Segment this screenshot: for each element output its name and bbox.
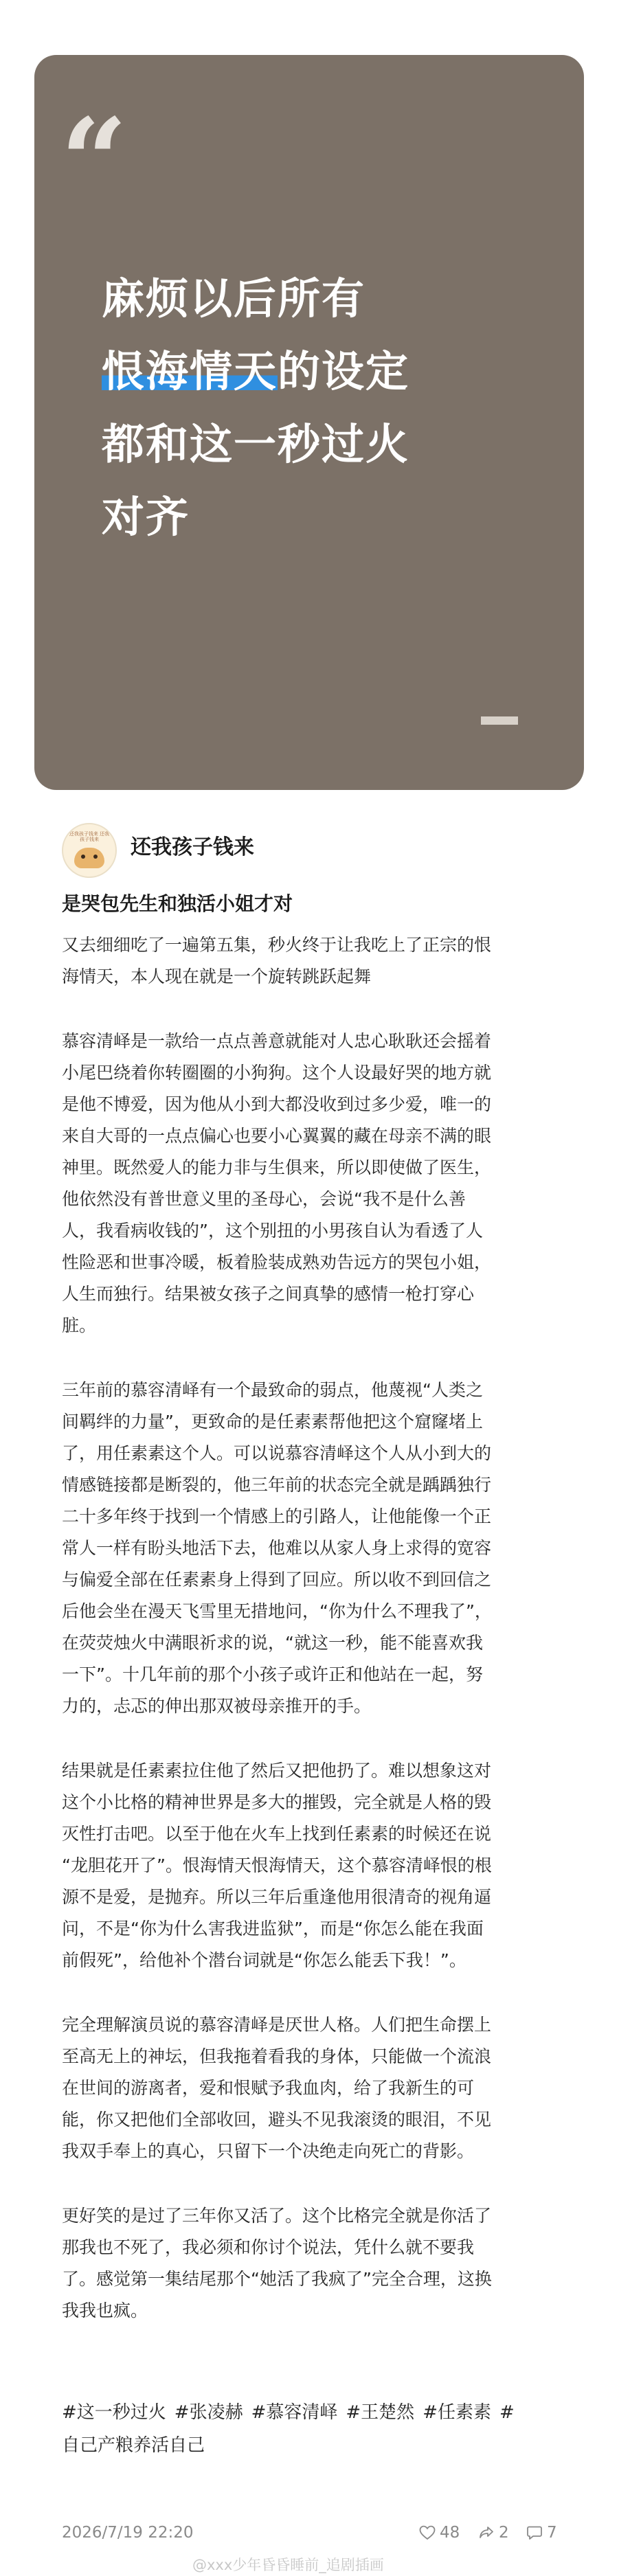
like-count: 48 [440, 2524, 460, 2542]
hashtag-link[interactable]: #张凌赫 [174, 2402, 243, 2423]
article-subhead: 是哭包先生和独活小姐才对 [62, 892, 293, 915]
hero-title-text: 都和这一秒过火 [102, 419, 410, 469]
paragraph-line: 三年前的慕容清峄有一个最致命的弱点，他蔑视“人类之 [62, 1380, 483, 1400]
like-button[interactable] [419, 2522, 460, 2543]
share-button[interactable] [478, 2522, 509, 2543]
tag-list [62, 2396, 563, 2462]
paragraph-line: 情感链接都是断裂的，他三年前的状态完全就是踽踽独行 [62, 1475, 492, 1495]
hashtag-link[interactable]: # [499, 2402, 515, 2423]
hero-title-line [102, 262, 541, 335]
paragraph-line: 完全理解演员说的慕容清峄是厌世人格。人们把生命摆上 [62, 2015, 492, 2035]
hero-title-line [102, 408, 541, 481]
hero-divider [481, 716, 518, 725]
paragraph-line: 这个小比格的精神世界是多大的摧毁，完全就是人格的毁 [62, 1792, 492, 1812]
paragraph-line: 后他会坐在漫天飞雪里无措地问，“你为什么不理我了”， [62, 1601, 492, 1621]
avatar[interactable] [62, 823, 117, 878]
heart-icon [419, 2525, 436, 2540]
article-paragraph [62, 2009, 563, 2167]
tag-line [62, 2396, 563, 2429]
article-body [62, 929, 563, 2360]
paragraph-line: 结果就是任素素拉住他了然后又把他扔了。难以想象这对 [62, 1761, 492, 1781]
hashtag-link[interactable]: #这一秒过火 [62, 2402, 166, 2423]
hashtag-link[interactable]: #任素素 [423, 2402, 491, 2423]
article-paragraph [62, 1026, 563, 1342]
hashtag-link[interactable]: #王楚然 [346, 2402, 415, 2423]
tag-line [62, 2429, 563, 2462]
article-paragraph [62, 1755, 563, 1976]
paragraph-line: 我我也疯。 [62, 2301, 148, 2320]
paragraph-line: 二十多年终于找到一个情感上的引路人，让他能像一个正 [62, 1506, 492, 1526]
hashtag-link[interactable]: #慕容清峄 [251, 2402, 338, 2423]
paragraph-line: 了。感觉第一集结尾那个“她活了我疯了”完全合理，这换 [62, 2269, 492, 2289]
hero-title-line [102, 335, 541, 408]
hero-title-text: 的设定 [278, 346, 410, 396]
avatar-caption: 还我孩子钱来 还我孩子钱来 [69, 831, 110, 842]
paragraph-line: 力的，忐忑的伸出那双被母亲推开的手。 [62, 1696, 372, 1716]
quote-mark-icon: “ [60, 93, 118, 230]
paragraph-line: 在荧荧烛火中满眼祈求的说，“就这一秒，能不能喜欢我 [62, 1633, 483, 1653]
paragraph-line: 人生而独行。结果被女孩子之间真挚的感情一枪打穿心 [62, 1284, 475, 1304]
paragraph-line: 那我也不死了，我必须和你讨个说法，凭什么就不要我 [62, 2237, 475, 2257]
paragraph-line: 是他不博爱，因为他从小到大都没收到过多少爱，唯一的 [62, 1094, 492, 1114]
post-footer [62, 2520, 563, 2547]
paragraph-line: 来自大哥的一点点偏心也要小心翼翼的藏在母亲不满的眼 [62, 1126, 492, 1146]
dog-icon [74, 848, 104, 868]
paragraph-line: 问，不是“你为什么害我进监狱”，而是“你怎么能在我面 [62, 1919, 484, 1939]
comment-button[interactable] [526, 2522, 557, 2543]
hero-title-text: 麻烦以后所有 [102, 273, 366, 324]
post-date: 2026/7/19 22:20 [62, 2524, 194, 2542]
paragraph-line: 灭性打击吧。以至于他在火车上找到任素素的时候还在说 [62, 1824, 492, 1844]
paragraph-line: 能，你又把他们全部收回，避头不见我滚烫的眼泪，不见 [62, 2110, 492, 2129]
paragraph-line: 人，我看病收钱的”，这个别扭的小男孩自认为看透了人 [62, 1221, 483, 1241]
paragraph-line: 性险恶和世事冷暖，板着脸装成熟劝告远方的哭包小姐， [62, 1252, 492, 1272]
paragraph-line: 更好笑的是过了三年你又活了。这个比格完全就是你活了 [62, 2206, 492, 2226]
article-paragraph [62, 1375, 563, 1722]
comment-count: 7 [547, 2524, 557, 2542]
paragraph-line: 又去细细吃了一遍第五集，秒火终于让我吃上了正宗的恨 [62, 935, 492, 955]
share-count: 2 [499, 2524, 509, 2542]
paragraph-line: 间羁绊的力量”，更致命的是任素素帮他把这个窟窿堵上 [62, 1412, 483, 1432]
paragraph-line: 慕容清峄是一款给一点点善意就能对人忠心耿耿还会摇着 [62, 1031, 492, 1051]
paragraph-line: 海情天，本人现在就是一个旋转跳跃起舞 [62, 967, 372, 986]
hashtag-link[interactable]: 自己产粮养活自己 [62, 2435, 205, 2456]
paragraph-line: 小尾巴绕着你转圈圈的小狗狗。这个人设最好哭的地方就 [62, 1063, 492, 1083]
hero-title-line [102, 481, 541, 554]
paragraph-line: 了，用任素素这个人。可以说慕容清峄这个人从小到大的 [62, 1443, 492, 1463]
share-icon [478, 2525, 495, 2540]
author-name[interactable]: 还我孩子钱来 [131, 835, 254, 859]
article-paragraph [62, 2200, 563, 2327]
paragraph-line: 前假死”，给他补个潜台词就是“你怎么能丢下我！”。 [62, 1950, 466, 1970]
hero-title [102, 262, 541, 554]
paragraph-line: 至高无上的神坛，但我拖着看我的身体，只能做一个流浪 [62, 2046, 492, 2066]
paragraph-line: 他依然没有普世意义里的圣母心，会说“我不是什么善 [62, 1189, 466, 1209]
paragraph-line: 一下”。十几年前的那个小孩子或许正和他站在一起，努 [62, 1664, 483, 1684]
article-paragraph [62, 929, 563, 993]
paragraph-line: 脏。 [62, 1315, 97, 1335]
paragraph-line: 在世间的游离者，爱和恨赋予我血肉，给了我新生的可 [62, 2078, 475, 2098]
paragraph-line: 常人一样有盼头地活下去，他难以从家人身上求得的宽容 [62, 1538, 492, 1558]
paragraph-line: 源不是爱，是抛弃。所以三年后重逢他用很清奇的视角逼 [62, 1887, 492, 1907]
paragraph-line: 神里。既然爱人的能力非与生俱来，所以即使做了医生， [62, 1157, 492, 1177]
hero-title-highlight: 恨海情天 [102, 346, 278, 396]
paragraph-line: 我双手奉上的真心，只留下一个决绝走向死亡的背影。 [62, 2141, 475, 2161]
comment-icon [526, 2525, 543, 2540]
paragraph-line: 与偏爱全部在任素素身上得到了回应。所以收不到回信之 [62, 1570, 492, 1590]
paragraph-line: “龙胆花开了”。恨海情天恨海情天，这个慕容清峄恨的根 [62, 1855, 492, 1875]
hero-title-text: 对齐 [102, 492, 190, 542]
watermark: @xxx少年昏昏睡前_追剧插画 [192, 2557, 384, 2573]
